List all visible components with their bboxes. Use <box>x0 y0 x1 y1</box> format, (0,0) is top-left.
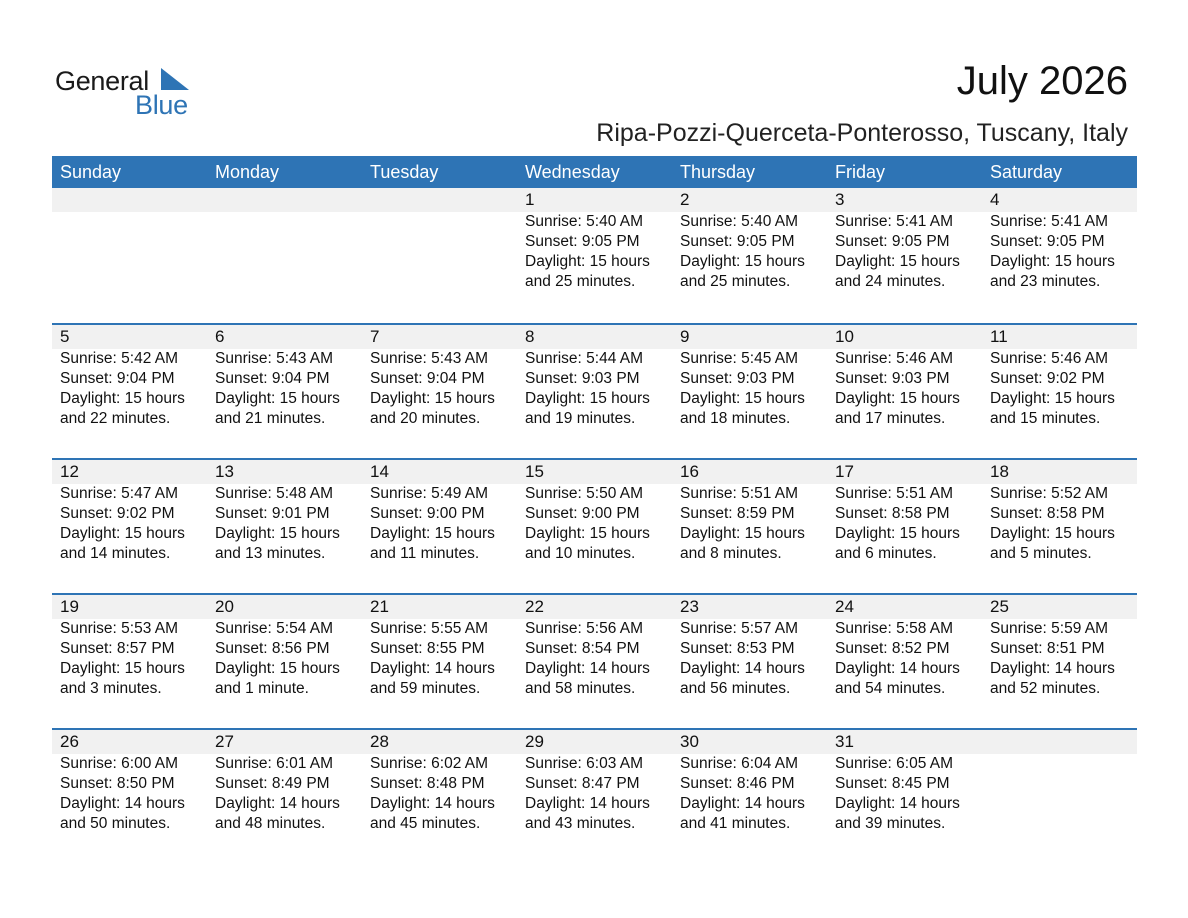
sunset-text: Sunset: 9:05 PM <box>990 233 1105 250</box>
weekday-wednesday: Wednesday <box>525 162 620 182</box>
day-cell <box>52 460 207 593</box>
sunrise-text: Sunrise: 5:59 AM <box>990 620 1109 637</box>
sunset-text: Sunset: 9:04 PM <box>370 370 485 387</box>
daylight-minutes-text: and 58 minutes. <box>525 680 636 697</box>
day-cell <box>827 595 982 728</box>
daylight-text: Daylight: 14 hours <box>370 795 495 812</box>
sunset-text: Sunset: 9:01 PM <box>215 505 330 522</box>
weekday-friday: Friday <box>835 162 886 182</box>
day-number-band <box>827 188 982 212</box>
sunrise-text: Sunrise: 5:41 AM <box>990 213 1109 230</box>
daylight-text: Daylight: 15 hours <box>835 525 960 542</box>
logo <box>55 66 195 120</box>
daylight-minutes-text: and 5 minutes. <box>990 545 1092 562</box>
daylight-text: Daylight: 15 hours <box>680 525 805 542</box>
day-number-band <box>52 325 207 349</box>
day-number-band <box>207 730 362 754</box>
day-number-band <box>982 730 1137 754</box>
day-number-band <box>207 460 362 484</box>
day-cell <box>362 325 517 458</box>
day-number-band <box>52 595 207 619</box>
day-number-band <box>672 595 827 619</box>
daylight-minutes-text: and 22 minutes. <box>60 410 171 427</box>
sunrise-text: Sunrise: 5:51 AM <box>835 485 954 502</box>
day-number-band <box>517 325 672 349</box>
sunrise-text: Sunrise: 5:41 AM <box>835 213 954 230</box>
sunrise-text: Sunrise: 5:56 AM <box>525 620 644 637</box>
day-number: 2 <box>680 190 690 209</box>
day-cell <box>827 325 982 458</box>
daylight-text: Daylight: 15 hours <box>60 390 185 407</box>
daylight-minutes-text: and 25 minutes. <box>525 273 636 290</box>
day-number-band <box>362 595 517 619</box>
daylight-minutes-text: and 39 minutes. <box>835 815 946 832</box>
day-number-band <box>362 188 517 212</box>
day-number: 23 <box>680 597 699 616</box>
day-cell <box>52 595 207 728</box>
daylight-text: Daylight: 15 hours <box>215 525 340 542</box>
daylight-minutes-text: and 14 minutes. <box>60 545 171 562</box>
sunset-text: Sunset: 9:03 PM <box>525 370 640 387</box>
sunset-text: Sunset: 8:47 PM <box>525 775 640 792</box>
sunrise-text: Sunrise: 5:45 AM <box>680 350 799 367</box>
day-number: 18 <box>990 462 1009 481</box>
daylight-text: Daylight: 14 hours <box>215 795 340 812</box>
daylight-minutes-text: and 43 minutes. <box>525 815 636 832</box>
daylight-minutes-text: and 10 minutes. <box>525 545 636 562</box>
day-number-band <box>52 730 207 754</box>
daylight-minutes-text: and 3 minutes. <box>60 680 162 697</box>
sunrise-text: Sunrise: 5:57 AM <box>680 620 799 637</box>
sunrise-text: Sunrise: 5:50 AM <box>525 485 644 502</box>
sunrise-text: Sunrise: 5:42 AM <box>60 350 179 367</box>
day-number: 22 <box>525 597 544 616</box>
day-number: 25 <box>990 597 1009 616</box>
day-number-band <box>362 325 517 349</box>
day-number-band <box>672 460 827 484</box>
sunset-text: Sunset: 9:04 PM <box>60 370 175 387</box>
sunrise-text: Sunrise: 5:58 AM <box>835 620 954 637</box>
day-number: 13 <box>215 462 234 481</box>
day-number-band <box>672 730 827 754</box>
day-number: 17 <box>835 462 854 481</box>
sunrise-text: Sunrise: 6:00 AM <box>60 755 179 772</box>
daylight-text: Daylight: 15 hours <box>835 390 960 407</box>
sunrise-text: Sunrise: 5:40 AM <box>680 213 799 230</box>
sunset-text: Sunset: 8:58 PM <box>990 505 1105 522</box>
day-number: 8 <box>525 327 535 346</box>
day-number: 15 <box>525 462 544 481</box>
logo-word-general: General <box>55 66 149 96</box>
day-number-band <box>362 730 517 754</box>
day-cell <box>827 188 982 323</box>
daylight-minutes-text: and 20 minutes. <box>370 410 481 427</box>
day-cell <box>672 460 827 593</box>
day-cell <box>517 595 672 728</box>
day-cell <box>362 730 517 863</box>
weekday-monday: Monday <box>215 162 280 182</box>
week-row <box>52 323 1137 458</box>
sunset-text: Sunset: 9:03 PM <box>835 370 950 387</box>
day-number: 31 <box>835 732 854 751</box>
logo-triangle-icon <box>159 68 191 92</box>
daylight-text: Daylight: 15 hours <box>525 525 650 542</box>
sunrise-text: Sunrise: 5:43 AM <box>215 350 334 367</box>
sunset-text: Sunset: 8:53 PM <box>680 640 795 657</box>
daylight-text: Daylight: 14 hours <box>60 795 185 812</box>
day-number: 11 <box>990 327 1008 346</box>
day-number: 7 <box>370 327 380 346</box>
daylight-minutes-text: and 23 minutes. <box>990 273 1101 290</box>
day-cell <box>517 460 672 593</box>
daylight-text: Daylight: 15 hours <box>680 253 805 270</box>
daylight-text: Daylight: 15 hours <box>835 253 960 270</box>
day-number-band <box>827 730 982 754</box>
day-cell <box>982 595 1137 728</box>
sunrise-text: Sunrise: 5:40 AM <box>525 213 644 230</box>
daylight-minutes-text: and 1 minute. <box>215 680 309 697</box>
week-row <box>52 593 1137 728</box>
sunrise-text: Sunrise: 5:48 AM <box>215 485 334 502</box>
day-number-band <box>207 595 362 619</box>
day-number-band <box>517 730 672 754</box>
daylight-minutes-text: and 18 minutes. <box>680 410 791 427</box>
sunset-text: Sunset: 8:48 PM <box>370 775 485 792</box>
daylight-text: Daylight: 14 hours <box>680 660 805 677</box>
sunrise-text: Sunrise: 5:54 AM <box>215 620 334 637</box>
day-number-band <box>672 188 827 212</box>
daylight-minutes-text: and 21 minutes. <box>215 410 326 427</box>
day-cell <box>207 460 362 593</box>
sunrise-text: Sunrise: 5:46 AM <box>990 350 1109 367</box>
sunrise-text: Sunrise: 5:47 AM <box>60 485 179 502</box>
daylight-text: Daylight: 15 hours <box>990 525 1115 542</box>
daylight-text: Daylight: 15 hours <box>60 525 185 542</box>
daylight-minutes-text: and 48 minutes. <box>215 815 326 832</box>
sunset-text: Sunset: 9:05 PM <box>835 233 950 250</box>
day-cell <box>207 325 362 458</box>
day-cell <box>827 730 982 863</box>
daylight-minutes-text: and 17 minutes. <box>835 410 946 427</box>
daylight-minutes-text: and 50 minutes. <box>60 815 171 832</box>
daylight-text: Daylight: 15 hours <box>60 660 185 677</box>
day-number: 21 <box>370 597 389 616</box>
sunset-text: Sunset: 9:05 PM <box>680 233 795 250</box>
daylight-minutes-text: and 25 minutes. <box>680 273 791 290</box>
day-number: 12 <box>60 462 79 481</box>
sunset-text: Sunset: 9:02 PM <box>990 370 1105 387</box>
daylight-text: Daylight: 15 hours <box>370 525 495 542</box>
day-number-band <box>982 188 1137 212</box>
sunset-text: Sunset: 8:57 PM <box>60 640 175 657</box>
daylight-text: Daylight: 15 hours <box>990 253 1115 270</box>
sunset-text: Sunset: 8:46 PM <box>680 775 795 792</box>
day-cell <box>672 325 827 458</box>
week-row <box>52 458 1137 593</box>
sunrise-text: Sunrise: 6:03 AM <box>525 755 644 772</box>
day-number-band <box>672 325 827 349</box>
day-number-band <box>827 595 982 619</box>
weekday-thursday: Thursday <box>680 162 756 182</box>
sunset-text: Sunset: 8:49 PM <box>215 775 330 792</box>
sunset-text: Sunset: 8:50 PM <box>60 775 175 792</box>
sunrise-text: Sunrise: 5:51 AM <box>680 485 799 502</box>
day-number-band <box>982 460 1137 484</box>
day-number-band <box>517 460 672 484</box>
sunrise-text: Sunrise: 6:04 AM <box>680 755 799 772</box>
weekday-header <box>52 156 1137 188</box>
sunrise-text: Sunrise: 6:01 AM <box>215 755 334 772</box>
daylight-minutes-text: and 52 minutes. <box>990 680 1101 697</box>
sunrise-text: Sunrise: 5:46 AM <box>835 350 954 367</box>
week-row <box>52 728 1137 863</box>
daylight-minutes-text: and 6 minutes. <box>835 545 937 562</box>
day-number-band <box>207 325 362 349</box>
day-cell <box>982 188 1137 323</box>
daylight-minutes-text: and 54 minutes. <box>835 680 946 697</box>
daylight-minutes-text: and 19 minutes. <box>525 410 636 427</box>
day-number-band <box>827 460 982 484</box>
day-number-band <box>52 188 207 212</box>
day-cell <box>207 730 362 863</box>
day-number: 30 <box>680 732 699 751</box>
day-number: 5 <box>60 327 70 346</box>
day-number: 27 <box>215 732 234 751</box>
day-number: 4 <box>990 190 1000 209</box>
day-cell <box>982 325 1137 458</box>
daylight-text: Daylight: 14 hours <box>835 660 960 677</box>
day-number: 28 <box>370 732 389 751</box>
day-number-band <box>207 188 362 212</box>
calendar-title: July 2026 <box>956 59 1128 103</box>
sunset-text: Sunset: 9:05 PM <box>525 233 640 250</box>
day-cell <box>982 460 1137 593</box>
day-cell <box>517 325 672 458</box>
weekday-tuesday: Tuesday <box>370 162 439 182</box>
day-number-band <box>52 460 207 484</box>
day-number: 3 <box>835 190 845 209</box>
weekday-saturday: Saturday <box>990 162 1063 182</box>
daylight-text: Daylight: 14 hours <box>525 795 650 812</box>
day-number-band <box>827 325 982 349</box>
day-number-band <box>517 595 672 619</box>
empty-day-cell <box>982 730 1137 863</box>
daylight-text: Daylight: 14 hours <box>525 660 650 677</box>
day-cell <box>517 730 672 863</box>
day-number: 26 <box>60 732 79 751</box>
day-cell <box>672 730 827 863</box>
day-cell <box>672 188 827 323</box>
sunset-text: Sunset: 8:55 PM <box>370 640 485 657</box>
day-cell <box>52 730 207 863</box>
sunset-text: Sunset: 8:58 PM <box>835 505 950 522</box>
sunrise-text: Sunrise: 5:53 AM <box>60 620 179 637</box>
day-number: 6 <box>215 327 225 346</box>
sunset-text: Sunset: 8:54 PM <box>525 640 640 657</box>
day-cell <box>362 460 517 593</box>
sunrise-text: Sunrise: 6:02 AM <box>370 755 489 772</box>
daylight-minutes-text: and 56 minutes. <box>680 680 791 697</box>
daylight-text: Daylight: 15 hours <box>680 390 805 407</box>
weekday-sunday: Sunday <box>60 162 122 182</box>
sunrise-text: Sunrise: 5:49 AM <box>370 485 489 502</box>
daylight-text: Daylight: 14 hours <box>990 660 1115 677</box>
day-number: 1 <box>525 190 535 209</box>
day-number-band <box>362 460 517 484</box>
daylight-minutes-text: and 8 minutes. <box>680 545 782 562</box>
daylight-text: Daylight: 14 hours <box>370 660 495 677</box>
day-cell <box>207 595 362 728</box>
day-cell <box>52 325 207 458</box>
daylight-text: Daylight: 15 hours <box>525 253 650 270</box>
sunset-text: Sunset: 8:51 PM <box>990 640 1105 657</box>
sunrise-text: Sunrise: 5:43 AM <box>370 350 489 367</box>
day-number: 9 <box>680 327 690 346</box>
sunset-text: Sunset: 8:52 PM <box>835 640 950 657</box>
daylight-minutes-text: and 13 minutes. <box>215 545 326 562</box>
day-number: 16 <box>680 462 699 481</box>
sunset-text: Sunset: 9:03 PM <box>680 370 795 387</box>
daylight-text: Daylight: 15 hours <box>525 390 650 407</box>
sunrise-text: Sunrise: 5:44 AM <box>525 350 644 367</box>
day-cell <box>672 595 827 728</box>
daylight-minutes-text: and 11 minutes. <box>370 545 480 562</box>
daylight-text: Daylight: 14 hours <box>835 795 960 812</box>
day-number: 29 <box>525 732 544 751</box>
day-number: 19 <box>60 597 79 616</box>
day-number-band <box>982 595 1137 619</box>
sunset-text: Sunset: 8:59 PM <box>680 505 795 522</box>
daylight-minutes-text: and 45 minutes. <box>370 815 481 832</box>
sunset-text: Sunset: 8:45 PM <box>835 775 950 792</box>
day-number: 14 <box>370 462 389 481</box>
daylight-minutes-text: and 59 minutes. <box>370 680 481 697</box>
logo-word-blue: Blue <box>135 90 188 120</box>
sunrise-text: Sunrise: 6:05 AM <box>835 755 954 772</box>
daylight-text: Daylight: 15 hours <box>215 390 340 407</box>
calendar-location: Ripa-Pozzi-Querceta-Ponterosso, Tuscany, Italy <box>596 119 1128 147</box>
daylight-text: Daylight: 15 hours <box>215 660 340 677</box>
daylight-minutes-text: and 15 minutes. <box>990 410 1101 427</box>
day-cell <box>362 595 517 728</box>
day-cell <box>827 460 982 593</box>
sunset-text: Sunset: 9:02 PM <box>60 505 175 522</box>
day-number-band <box>982 325 1137 349</box>
day-cell <box>517 188 672 323</box>
empty-day-cell <box>362 188 517 323</box>
sunset-text: Sunset: 8:56 PM <box>215 640 330 657</box>
daylight-text: Daylight: 14 hours <box>680 795 805 812</box>
sunset-text: Sunset: 9:00 PM <box>370 505 485 522</box>
empty-day-cell <box>52 188 207 323</box>
daylight-text: Daylight: 15 hours <box>990 390 1115 407</box>
empty-day-cell <box>207 188 362 323</box>
sunrise-text: Sunrise: 5:52 AM <box>990 485 1109 502</box>
daylight-text: Daylight: 15 hours <box>370 390 495 407</box>
day-number: 20 <box>215 597 234 616</box>
daylight-minutes-text: and 41 minutes. <box>680 815 791 832</box>
sunset-text: Sunset: 9:00 PM <box>525 505 640 522</box>
sunset-text: Sunset: 9:04 PM <box>215 370 330 387</box>
day-number: 10 <box>835 327 854 346</box>
week-row <box>52 188 1137 323</box>
daylight-minutes-text: and 24 minutes. <box>835 273 946 290</box>
sunrise-text: Sunrise: 5:55 AM <box>370 620 489 637</box>
day-number: 24 <box>835 597 854 616</box>
day-number-band <box>517 188 672 212</box>
